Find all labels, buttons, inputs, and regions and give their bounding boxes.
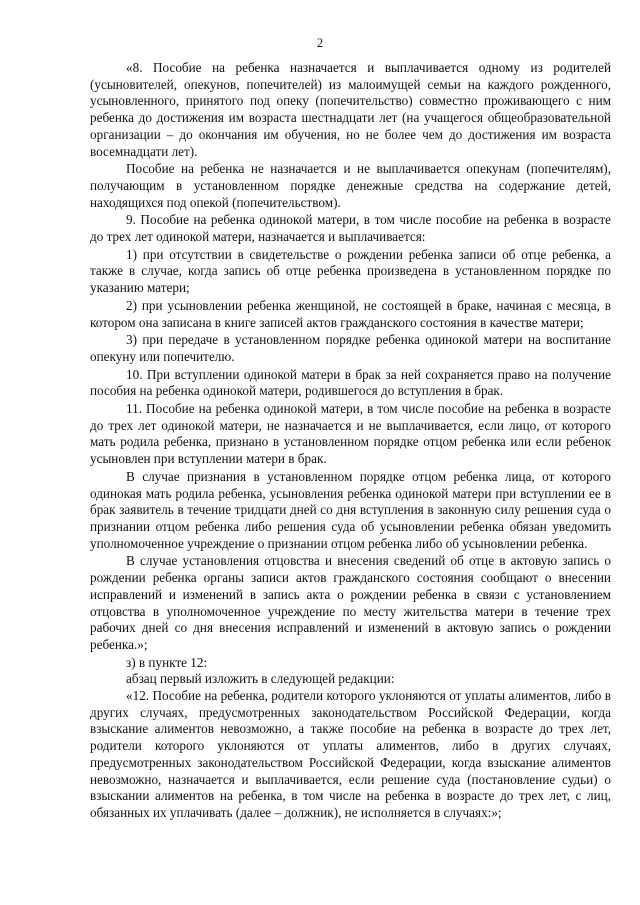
paragraph-11-paternity: В случае установления отцовства и внесения сведений об отце в актовую запись о рождении ребенка органы записи актов гражданского состояния сообщают о внесении исправлений и изменений в запись акта о рождении ребенка в связи с установлением отцовства в уполномоченное учреждение по месту жительства матери в течение трех рабочих дней со дня внесения исправлений и изменений в актовую запись о рождении ребенка.»; xyxy=(90,553,611,652)
paragraph-9-item-2: 2) при усыновлении ребенка женщиной, не состоящей в браке, начиная с месяца, в котором она записана в книге записей актов гражданского состояния в качестве матери; xyxy=(90,297,611,330)
document-body xyxy=(90,60,611,823)
paragraph-9-item-1: 1) при отсутствии в свидетельстве о рождении ребенка записи об отце ребенка, а также в случае, когда запись об отце ребенка произведена в установленном порядке по указанию матери; xyxy=(90,246,611,296)
paragraph-12: «12. Пособие на ребенка, родители которого уклоняются от уплаты алиментов, либо в других случаях, предусмотренных законодательством Российской Федерации, когда взыскание алиментов невозможно, а также пособие на ребенка в возрасте до трех лет, родители которого уклоняются от уплаты алиментов, либо в других случаях, предусмотренных законодательством Российской Федерации, когда взыскание алиментов невозможно, назначается и выплачивается, если решение суда (постановление судьи) о взыскании алиментов на ребенка, в том числе на ребенка в возрасте до трех лет, с лиц, обязанных их уплачивать (далее – должник), не исполняется в случаях:»; xyxy=(90,688,611,820)
amendment-intro: абзац первый изложить в следующей редакции: xyxy=(126,671,395,687)
page-number: 2 xyxy=(316,36,324,50)
paragraph-9: 9. Пособие на ребенка одинокой матери, в том числе пособие на ребенка в возрасте до трех лет одинокой матери, назначается и выплачивается: xyxy=(90,212,611,245)
subitem-z: з) в пункте 12: xyxy=(126,654,208,670)
paragraph-11: 11. Пособие на ребенка одинокой матери, в том числе пособие на ребенка в возрасте до трех лет одинокой матери, не назначается и не выплачивается, если лицо, от которого мать родила ребенка, признано в установленном порядке отцом ребенка или если ребенок усыновлен при вступлении матери в брак. xyxy=(90,401,611,467)
paragraph-11-recognition: В случае признания в установленном порядке отцом ребенка лица, от которого одинокая мать родила ребенка, усыновления ребенка одинокой матери при вступлении ее в брак заявитель в течение тридцати дней со дня вступления в законную силу решения суда о признании отцом ребенка либо решения суда об усыновлении ребенка обязан уведомить уполномоченное учреждение о признании отцом ребенка либо об усыновлении ребенка. xyxy=(90,468,611,551)
paragraph-8-guardians: Пособие на ребенка не назначается и не выплачивается опекунам (попечителям), получающим в установленном порядке денежные средства на содержание детей, находящихся под опекой (попечительством). xyxy=(90,161,611,210)
paragraph-9-item-3: 3) при передаче в установленном порядке ребенка одинокой матери на воспитание опекуну или попечителю. xyxy=(90,332,611,364)
paragraph-10: 10. При вступлении одинокой матери в брак за ней сохраняется право на получение пособия на ребенка одинокой матери, родившегося до вступления в брак. xyxy=(90,366,611,399)
paragraph-8: «8. Пособие на ребенка назначается и выплачивается одному из родителей (усыновителей, опекунов, попечителей) из малоимущей семьи на каждого рожденного, усыновленного, принятого под опеку (попечительство) совместно проживающего с ним ребенка до достижения им возраста шестнадцати лет (на учащегося общеобразовательной организации – до окончания им обучения, но не более чем до достижения им возраста восемнадцати лет). xyxy=(90,60,611,159)
